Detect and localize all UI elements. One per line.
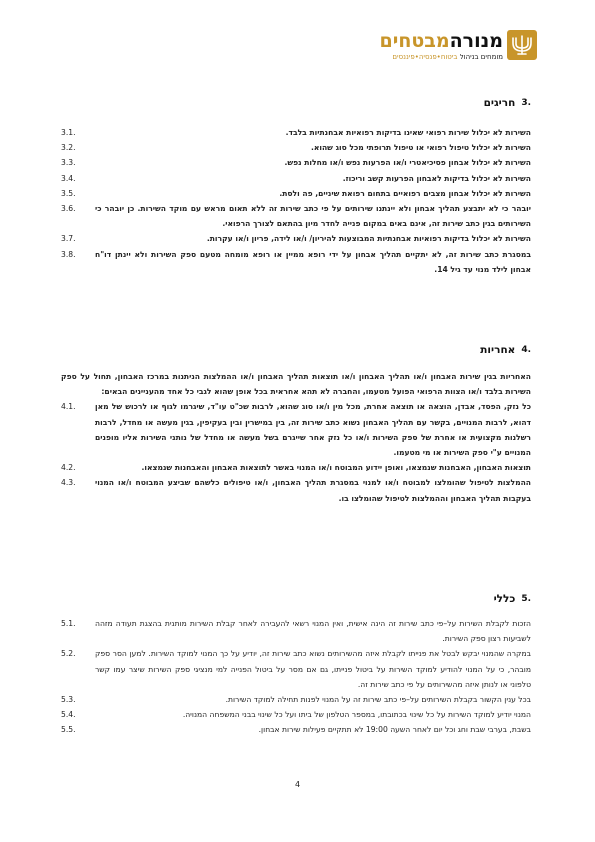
section-heading: .4 אחריות xyxy=(480,344,531,356)
clause-item xyxy=(61,201,531,231)
section-heading: .3 חריגים xyxy=(483,97,531,109)
clause-number: 5.2. xyxy=(61,649,76,659)
section-general xyxy=(61,592,531,738)
clause-item xyxy=(61,171,531,186)
clause-text: תוצאות האבחון, האבחנות שנמצאו, ואופן יידוע המבוטח ו/או המנוי באשר לתוצאות האבחון והאבחנות שנמצאו. xyxy=(141,463,531,473)
menorah-icon xyxy=(507,30,537,60)
clause-text: השירות לא יכלול טיפול רפואי או טיפול תרופתי מכל סוג שהוא. xyxy=(310,143,531,153)
section-exclusions xyxy=(61,96,531,277)
clause-item xyxy=(61,125,531,140)
clause-number: 3.8. xyxy=(61,249,76,259)
clause-number: 4.3. xyxy=(61,478,76,488)
clause-number: 5.5. xyxy=(61,725,76,735)
clause-item xyxy=(61,460,531,475)
clause-text: השירות לא יכלול בדיקות לאבחון הפרעות קשב וריכוז. xyxy=(342,173,531,183)
clause-item xyxy=(61,646,531,692)
clause-item xyxy=(61,231,531,246)
clause-text: השירות לא יכלול שירות רפואי שאינו בדיקות רפואיות אבחנתיות בלבד. xyxy=(285,128,531,137)
clause-number: 3.4. xyxy=(61,173,76,183)
clause-text: בכל ענין הקשור בקבלת השירותים על–פי כתב שירות זה על המנוי לפנות תחילה למוקד השירות. xyxy=(225,695,531,705)
clause-item xyxy=(61,692,531,707)
clause-number: 3.3. xyxy=(61,158,76,168)
clause-number: 3.7. xyxy=(61,234,76,244)
clause-number: 5.4. xyxy=(61,710,76,720)
clause-number: 3.2. xyxy=(61,143,76,153)
clause-item xyxy=(61,247,531,277)
clause-text: ההמלצות לטיפול שהומלצו למבוטח ו/או למנוי במסגרת תהליך האבחון, ו/או טיפולים כלשהם שביצע המבוטח ו/או המנוי בעקבות תהליך האבחון וההמלצות לטיפול שהומלצו בו. xyxy=(95,478,531,503)
clause-item xyxy=(61,399,531,460)
clause-text: כל נזק, הפסד, אבדן, הוצאה או תוצאה אחרת, מכל מין ו/או סוג שהוא, לרבות שכ"ט עו"ד, שיגרמו לגוף או לרכוש של מאן דהוא, לרבות המנויים, בקשר עם תהליך האבחון נשוא כתב שירות זה, בין במישרין ובין בעקיפין, בגין מעשה או מחדל, לרבות רשלנות מקצועית או אחרת של ספק השירות ו/או כל נזק אחר שייגרם בשל מעשה או מחדל של נותני השירות אליו מופנים המנויים ע"י ספק השירות או מי מטעמו. xyxy=(95,402,531,458)
clause-item xyxy=(61,616,531,646)
clause-item xyxy=(61,722,531,737)
clause-number: 5.1. xyxy=(61,619,76,628)
clause-number: 3.1. xyxy=(61,128,76,137)
clause-text: הזכות לקבלת השירות על–פי כתב שירות זה הינה אישית, ואין המנוי רשאי להעבירה לאחר קבלת השירות מותנית בהצגת תעודה מזהה לשביעות רצון ספק השירות. xyxy=(95,619,531,644)
logo-tagline: מומחים בניהול ביטוח•פנסיה•פיננסים xyxy=(392,53,503,61)
clause-text: בשבת, בערבי שבת וחג וכל יום לאחר השעה 19:00 לא תתקיים פעילות שירות אבחון. xyxy=(258,725,531,735)
clause-number: 3.5. xyxy=(61,188,76,198)
clause-text: במקרה שהמנוי יבקש לבטל את פנייתו לקבלת איזה מהשירותים נשוא כתב שירות זה, יודיע על כך המנוי למוקד השירות. למען הסר ספק מובהר, כי על המנוי להודיע למוקד השירות על ביטול פנייתו, גם אם מסר על ביטול הפנייה למי מנציגי ספק השירות שיצר עמו קשר טלפוני או לנותן איזה מהשירותים על פי כתב שירות זה. xyxy=(95,649,531,689)
clause-item xyxy=(61,186,531,201)
clause-text: יובהר כי לא יתבצע תהליך אבחון ולא יינתנו שירותים על פי כתב שירות זה ללא תאום מראש עם מוקד השירות. כן יובהר כי השירותים בגין כתב שירות זה, אינם באים במקום פנייה לחדר מיון בהתאם לצורך הרפואי. xyxy=(95,204,531,229)
logo-wordmark: מנורהמבטחים xyxy=(379,30,503,52)
company-logo xyxy=(362,28,537,70)
clause-number: 3.6. xyxy=(61,204,76,214)
section-heading: .5 כללי xyxy=(493,593,531,605)
clause-item xyxy=(61,140,531,155)
clause-item xyxy=(61,475,531,505)
clause-text: השירות לא יכלול אבחון פסיכיאטרי ו/או הפרעות נפש ו/או מחלות נפש. xyxy=(284,158,531,168)
section-liability xyxy=(61,343,531,506)
clause-text: במסגרת כתב שירות זה, לא יתקיים תהליך אבחון על ידי רופא ממיין או רופא מומחה מטעם ספק השירות ולא יינתן דו"ח אבחון לילד מנוי עד גיל 14. xyxy=(95,249,531,274)
section-intro: האחריות בגין שירות האבחון ו/או תהליך האבחון ו/או תוצאות תהליך האבחון ו/או ההמלצות הניתנות במרכז האבחון, תחול על ספק השירות בלבד ו/או הצוות הרפואי הפועל מטעמו, והחברה לא תהא אחראית בכל אופן שהוא לגבי כל אחד מהעניינים הבאים: xyxy=(61,372,531,397)
clause-text: השירות לא יכלול בדיקות רפואיות אבחנתיות המבוצעות להיריון/ ו/או לידה, פריון ו/או עקרות. xyxy=(206,234,531,244)
clause-number: 4.2. xyxy=(61,463,76,473)
clause-number: 5.3. xyxy=(61,695,76,705)
page-number: 4 xyxy=(294,780,301,789)
clause-text: המנוי יודיע למוקד השירות על כל שינוי בכתובתו, במספר הטלפון של ביתו ועל כל שינוי בבני המשפחה המנויה. xyxy=(182,710,531,720)
clause-text: השירות לא יכלול אבחון מצבים רפואיים בתחום רפואת שיניים, פה ולסת. xyxy=(279,188,531,198)
clause-number: 4.1. xyxy=(61,402,76,412)
clause-item xyxy=(61,707,531,722)
clause-item xyxy=(61,155,531,170)
